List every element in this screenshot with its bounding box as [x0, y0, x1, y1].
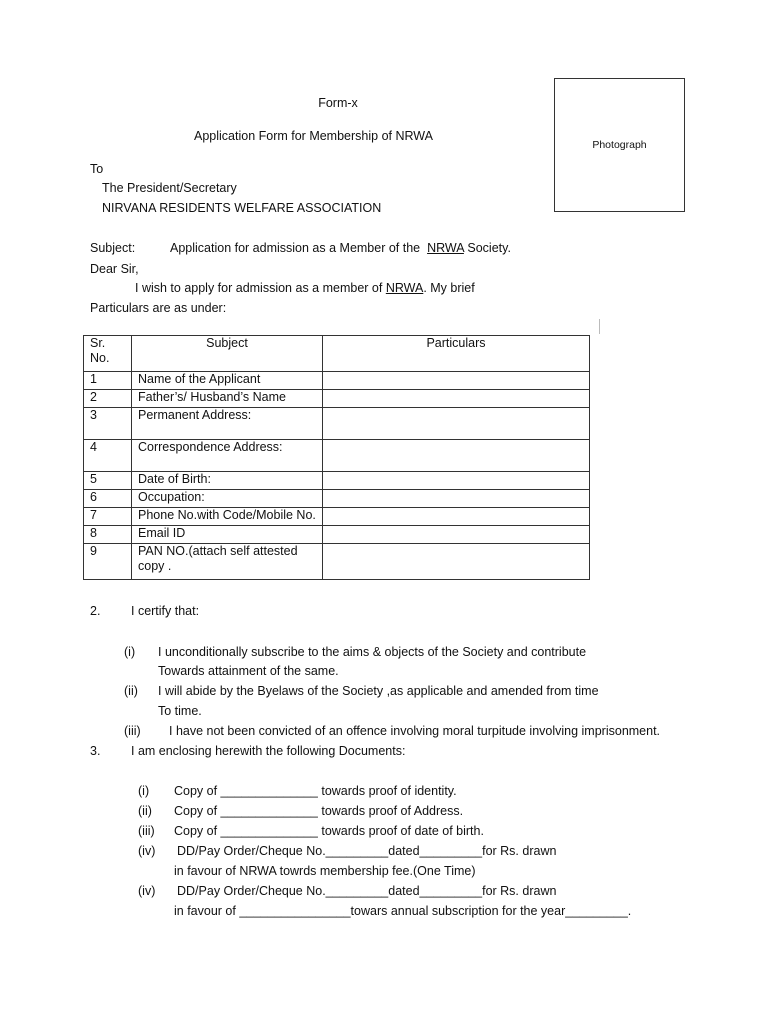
row-sr: 7 — [84, 508, 132, 526]
section-2-number: 2. — [90, 604, 101, 618]
row-particulars-field[interactable] — [323, 390, 590, 408]
document-item-text-cont: in favour of ________________towars annual subscription for the year_________. — [174, 904, 632, 918]
subject-text: Application for admission as a Member of the — [170, 241, 421, 255]
table-row — [84, 472, 590, 490]
row-sr: 2 — [84, 390, 132, 408]
row-subject: Phone No.with Code/Mobile No. — [132, 508, 323, 526]
row-sr: 5 — [84, 472, 132, 490]
salutation: Dear Sir, — [90, 262, 139, 276]
row-subject: Date of Birth: — [132, 472, 323, 490]
row-sr: 6 — [84, 490, 132, 508]
row-subject: PAN NO.(attach self attested copy . — [132, 544, 323, 580]
form-number: Form-x — [318, 96, 358, 110]
document-item-text-cont: in favour of NRWA towrds membership fee.(One Time) — [174, 864, 476, 878]
subject-tail: Society. — [467, 241, 511, 255]
intro-text: I wish to apply for admission as a member of — [135, 281, 383, 295]
row-particulars-field[interactable] — [323, 526, 590, 544]
recipient-title: The President/Secretary — [102, 181, 237, 195]
table-row — [84, 440, 590, 472]
subject-org: NRWA — [427, 241, 464, 255]
certify-item-text: I will abide by the Byelaws of the Society ,as applicable and amended from time — [158, 684, 599, 698]
document-item-text: Copy of ______________ towards proof of date of birth. — [174, 824, 484, 838]
form-title: Application Form for Membership of NRWA — [194, 129, 433, 143]
table-row — [84, 408, 590, 440]
row-sr: 9 — [84, 544, 132, 580]
document-item-number: (iv) — [138, 844, 156, 858]
row-particulars-field[interactable] — [323, 508, 590, 526]
row-particulars-field[interactable] — [323, 408, 590, 440]
document-item-text: DD/Pay Order/Cheque No._________dated_________for Rs. drawn — [177, 844, 557, 858]
row-particulars-field[interactable] — [323, 372, 590, 390]
photograph-label: Photograph — [592, 139, 647, 151]
document-item-text: DD/Pay Order/Cheque No._________dated_________for Rs. drawn — [177, 884, 557, 898]
row-subject: Father’s/ Husband’s Name — [132, 390, 323, 408]
row-particulars-field[interactable] — [323, 472, 590, 490]
table-row — [84, 544, 590, 580]
document-item-number: (iii) — [138, 824, 155, 838]
row-sr: 8 — [84, 526, 132, 544]
photograph-box[interactable] — [554, 78, 685, 212]
row-particulars-field[interactable] — [323, 544, 590, 580]
document-item-number: (i) — [138, 784, 150, 798]
intro-org: NRWA — [385, 281, 424, 295]
cursor-mark — [599, 319, 600, 334]
certify-item-text: I unconditionally subscribe to the aims & objects of the Society and contribute — [158, 645, 587, 659]
row-subject: Correspondence Address: — [132, 440, 323, 472]
intro-tail: . My brief — [423, 281, 475, 295]
subject-label: Subject: — [90, 241, 136, 255]
row-subject: Email ID — [132, 526, 323, 544]
certify-item-text-cont: To time. — [158, 704, 202, 718]
section-3-heading: I am enclosing herewith the following Documents: — [131, 744, 406, 758]
to-label: To — [90, 162, 104, 176]
subject-line — [170, 240, 511, 256]
intro-line — [135, 280, 475, 296]
certify-item-number: (ii) — [124, 684, 138, 698]
document-item-number: (iv) — [138, 884, 156, 898]
certify-item-number: (i) — [124, 645, 136, 659]
row-subject: Name of the Applicant — [132, 372, 323, 390]
certify-item-text: I have not been convicted of an offence involving moral turpitude involving imprisonment. — [169, 724, 661, 738]
table-row — [84, 490, 590, 508]
recipient-organization: NIRVANA RESIDENTS WELFARE ASSOCIATION — [102, 201, 382, 215]
row-sr: 1 — [84, 372, 132, 390]
table-row — [84, 390, 590, 408]
section-3-number: 3. — [90, 744, 101, 758]
header-particulars: Particulars — [323, 336, 590, 372]
header-subject: Subject — [132, 336, 323, 372]
document-item-text: Copy of ______________ towards proof of Address. — [174, 804, 464, 818]
table-row — [84, 508, 590, 526]
table-row — [84, 372, 590, 390]
certify-item-text-cont: Towards attainment of the same. — [158, 664, 339, 678]
row-sr: 4 — [84, 440, 132, 472]
intro-line-2: Particulars are as under: — [90, 301, 227, 315]
document-item-text: Copy of ______________ towards proof of identity. — [174, 784, 457, 798]
certify-item-number: (iii) — [124, 724, 141, 738]
section-2-heading: I certify that: — [131, 604, 200, 618]
row-particulars-field[interactable] — [323, 440, 590, 472]
row-particulars-field[interactable] — [323, 490, 590, 508]
document-item-number: (ii) — [138, 804, 152, 818]
table-row — [84, 526, 590, 544]
row-subject: Permanent Address: — [132, 408, 323, 440]
row-subject: Occupation: — [132, 490, 323, 508]
row-sr: 3 — [84, 408, 132, 440]
particulars-table — [83, 335, 590, 580]
table-header-row — [84, 336, 590, 372]
header-sr-no: Sr. No. — [84, 336, 132, 372]
